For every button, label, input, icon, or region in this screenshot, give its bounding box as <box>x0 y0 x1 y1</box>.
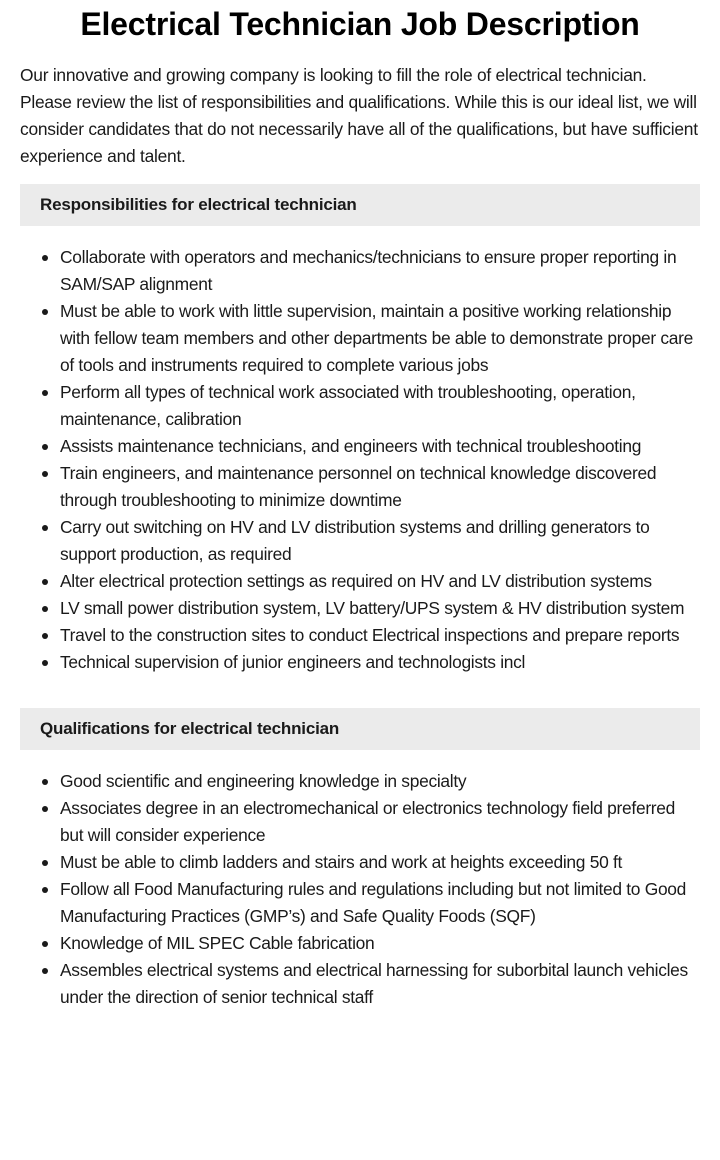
bullet-icon <box>42 309 48 315</box>
list-item <box>20 957 700 1011</box>
list-item-text: Perform all types of technical work associated with troubleshooting, operation, maintenance, calibration <box>60 382 636 429</box>
list-item <box>20 849 700 876</box>
list-item <box>20 768 700 795</box>
list-item-text: Assists maintenance technicians, and engineers with technical troubleshooting <box>60 436 642 456</box>
bullet-icon <box>42 579 48 585</box>
bullet-icon <box>42 941 48 947</box>
list-item-text: Carry out switching on HV and LV distribution systems and drilling generators to support production, as required <box>60 517 650 564</box>
page-title: Electrical Technician Job Description <box>80 6 640 42</box>
bullet-icon <box>42 887 48 893</box>
bullet-icon <box>42 606 48 612</box>
list-item <box>20 379 700 433</box>
list-item-text: Collaborate with operators and mechanics/technicians to ensure proper reporting in SAM/SAP alignment <box>60 247 677 294</box>
list-item <box>20 514 700 568</box>
list-item <box>20 433 700 460</box>
bullet-icon <box>42 444 48 450</box>
list-item <box>20 930 700 957</box>
list-item-text: Technical supervision of junior engineers and technologists incl <box>60 652 526 672</box>
bullet-icon <box>42 633 48 639</box>
bullet-icon <box>42 660 48 666</box>
list-item <box>20 595 700 622</box>
bullet-icon <box>42 525 48 531</box>
list-item <box>20 460 700 514</box>
bullet-icon <box>42 471 48 477</box>
intro-paragraph: Our innovative and growing company is looking to fill the role of electrical technician. Please review the list of responsibilities and qualifications. While this is our ideal list, we will consider candidates that do not necessarily have all of the qualifications, but have sufficient experience and talent. <box>20 65 698 166</box>
list-item <box>20 795 700 849</box>
list-item <box>20 298 700 379</box>
list-item-text: Follow all Food Manufacturing rules and regulations including but not limited to Good Manufacturing Practices (GMP’s) and Safe Quality Foods (SQF) <box>60 879 687 926</box>
bullet-icon <box>42 255 48 261</box>
list-item-text: Associates degree in an electromechanical or electronics technology field preferred but will consider experience <box>60 798 676 845</box>
list-item-text: Knowledge of MIL SPEC Cable fabrication <box>60 933 375 953</box>
list-item-text: Must be able to climb ladders and stairs and work at heights exceeding 50 ft <box>60 852 623 872</box>
bullet-icon <box>42 860 48 866</box>
list-item-text: Alter electrical protection settings as required on HV and LV distribution systems <box>60 571 652 591</box>
list-item-text: Good scientific and engineering knowledge in specialty <box>60 771 467 791</box>
list-item-text: Train engineers, and maintenance personnel on technical knowledge discovered through troubleshooting to minimize downtime <box>60 463 657 510</box>
qualifications-heading: Qualifications for electrical technician <box>20 708 700 750</box>
list-item <box>20 622 700 649</box>
responsibilities-heading: Responsibilities for electrical technician <box>20 184 700 226</box>
list-item <box>20 649 700 676</box>
list-item-text: Must be able to work with little supervision, maintain a positive working relationship with fellow team members and other departments be able to demonstrate proper care of tools and instruments required to complete various jobs <box>60 301 694 375</box>
list-item <box>20 244 700 298</box>
list-item-text: Travel to the construction sites to conduct Electrical inspections and prepare reports <box>60 625 680 645</box>
bullet-icon <box>42 779 48 785</box>
bullet-icon <box>42 390 48 396</box>
list-item <box>20 876 700 930</box>
bullet-icon <box>42 806 48 812</box>
bullet-icon <box>42 968 48 974</box>
list-item-text: LV small power distribution system, LV battery/UPS system & HV distribution system <box>60 598 685 618</box>
list-item-text: Assembles electrical systems and electrical harnessing for suborbital launch vehicles under the direction of senior technical staff <box>60 960 688 1007</box>
responsibilities-list <box>20 244 700 676</box>
qualifications-list <box>20 768 700 1011</box>
list-item <box>20 568 700 595</box>
